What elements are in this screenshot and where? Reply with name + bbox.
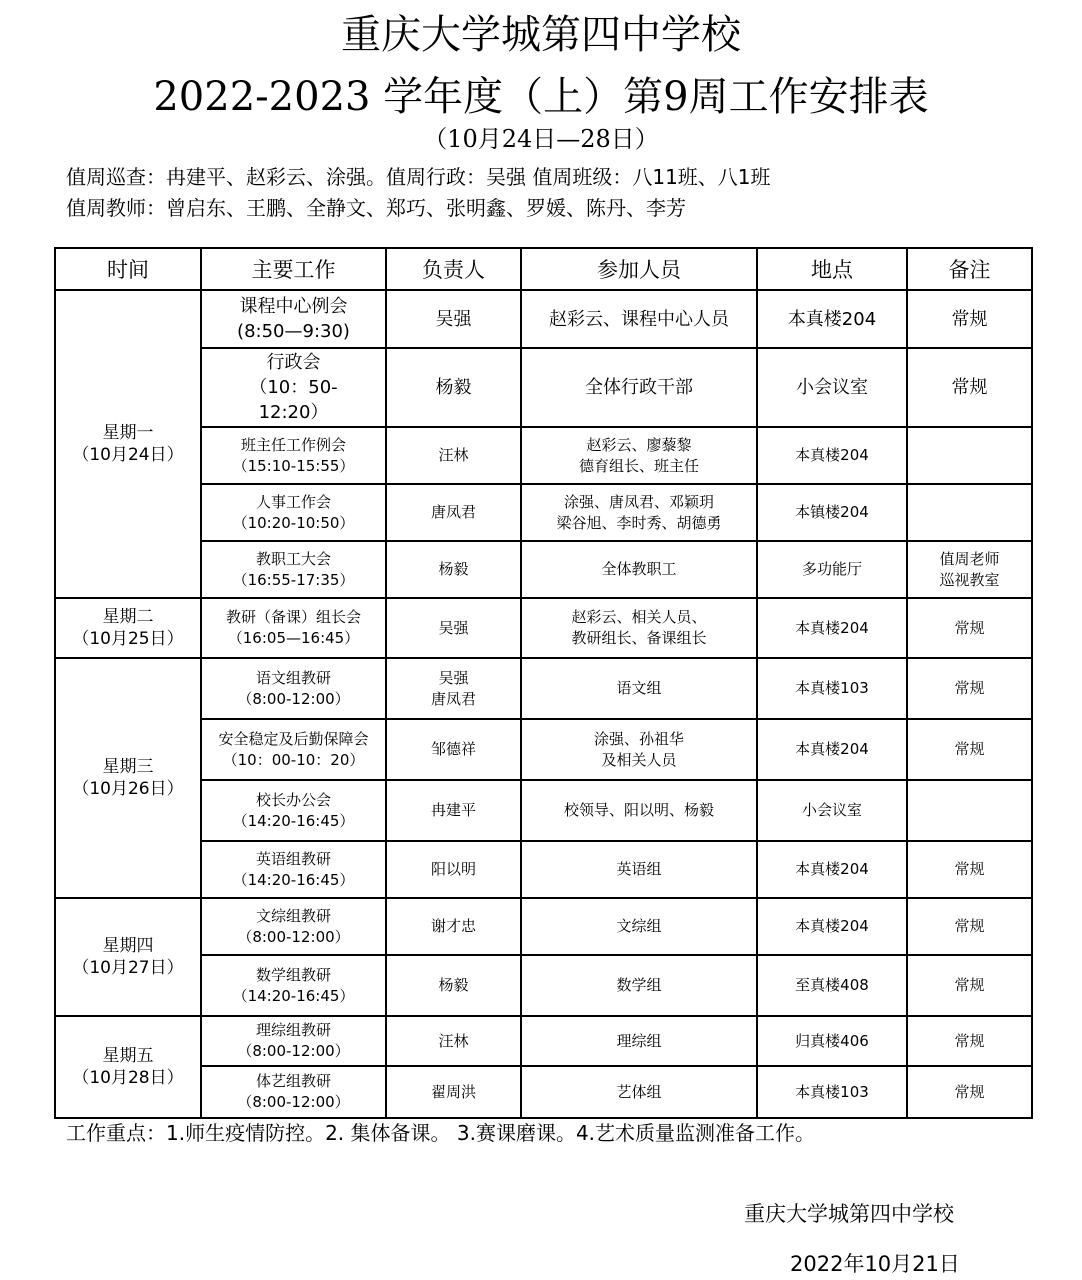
- lead-cell: 翟周洪: [386, 1066, 521, 1118]
- lead-cell: 吴强 唐凤君: [386, 658, 521, 719]
- header-work: 主要工作: [201, 248, 386, 290]
- work-cell: 数学组教研 （14:20-16:45）: [201, 955, 386, 1016]
- lead-cell: 邹德祥: [386, 719, 521, 780]
- members-cell: 赵彩云、相关人员、 教研组长、备课组长: [521, 598, 757, 658]
- day-date: （10月28日）: [72, 1068, 184, 1088]
- members-cell: 涂强、孙祖华 及相关人员: [521, 719, 757, 780]
- note-cell: 常规: [907, 898, 1032, 955]
- table-row: [55, 898, 1032, 955]
- work-cell: 人事工作会 （10:20-10:50）: [201, 484, 386, 541]
- table-row: [55, 427, 1032, 484]
- members-cell: 全体行政干部: [521, 348, 757, 427]
- place-cell: 本真楼103: [757, 658, 907, 719]
- work-cell: 文综组教研 （8:00-12:00）: [201, 898, 386, 955]
- work-cell: 语文组教研 （8:00-12:00）: [201, 658, 386, 719]
- lead-cell: 冉建平: [386, 780, 521, 841]
- lead-cell: 吴强: [386, 290, 521, 348]
- header-lead: 负责人: [386, 248, 521, 290]
- duty-inspection-line: 值周巡查：冉建平、赵彩云、涂强。值周行政：吴强 值周班级：八11班、八1班: [66, 165, 771, 189]
- work-cell: 课程中心例会 (8:50—9:30): [201, 290, 386, 348]
- work-cell: 行政会 （10：50- 12:20）: [201, 348, 386, 427]
- members-cell: 英语组: [521, 841, 757, 898]
- work-cell: 教职工大会 （16:55-17:35）: [201, 541, 386, 598]
- date-range: （10月24日—28日）: [423, 125, 659, 153]
- day-cell-wednesday: [55, 658, 201, 898]
- lead-cell: 吴强: [386, 598, 521, 658]
- day-cell-thursday: [55, 898, 201, 1016]
- place-cell: 多功能厅: [757, 541, 907, 598]
- school-title: 重庆大学城第四中学校: [341, 12, 741, 58]
- note-cell: 值周老师 巡视教室: [907, 541, 1032, 598]
- header-note: 备注: [907, 248, 1032, 290]
- day-name: 星期二: [102, 607, 154, 627]
- work-cell: 理综组教研 （8:00-12:00）: [201, 1016, 386, 1066]
- day-date: （10月26日）: [72, 779, 184, 799]
- members-cell: 理综组: [521, 1016, 757, 1066]
- note-cell: 常规: [907, 1066, 1032, 1118]
- place-cell: 小会议室: [757, 780, 907, 841]
- issue-date: 2022年10月21日: [790, 1252, 960, 1276]
- place-cell: 本镇楼204: [757, 484, 907, 541]
- place-cell: 小会议室: [757, 348, 907, 427]
- day-date: （10月24日）: [72, 445, 184, 465]
- work-cell: 班主任工作例会 （15:10-15:55）: [201, 427, 386, 484]
- note-cell: [907, 427, 1032, 484]
- day-name: 星期三: [102, 757, 154, 777]
- lead-cell: 杨毅: [386, 348, 521, 427]
- table-row: [55, 1016, 1032, 1066]
- place-cell: 本真楼204: [757, 841, 907, 898]
- table-row: [55, 348, 1032, 427]
- schedule-table: [54, 247, 1033, 1119]
- day-cell-tuesday: [55, 598, 201, 658]
- note-cell: 常规: [907, 841, 1032, 898]
- header-time: 时间: [55, 248, 201, 290]
- work-focus: 工作重点：1.师生疫情防控。2. 集体备课。 3.赛课磨课。4.艺术质量监测准备工作。: [66, 1121, 816, 1145]
- table-row: [55, 1066, 1032, 1118]
- note-cell: [907, 780, 1032, 841]
- table-row: [55, 841, 1032, 898]
- work-cell: 安全稳定及后勤保障会 （10：00-10：20）: [201, 719, 386, 780]
- day-date: （10月27日）: [72, 958, 184, 978]
- lead-cell: 谢才忠: [386, 898, 521, 955]
- day-date: （10月25日）: [72, 629, 184, 649]
- place-cell: 本真楼204: [757, 290, 907, 348]
- header-members: 参加人员: [521, 248, 757, 290]
- table-row: [55, 955, 1032, 1016]
- work-cell: 英语组教研 （14:20-16:45）: [201, 841, 386, 898]
- note-cell: 常规: [907, 658, 1032, 719]
- note-cell: 常规: [907, 598, 1032, 658]
- members-cell: 赵彩云、廖藜黎 德育组长、班主任: [521, 427, 757, 484]
- day-cell-monday: [55, 290, 201, 598]
- place-cell: 至真楼408: [757, 955, 907, 1016]
- note-cell: 常规: [907, 955, 1032, 1016]
- lead-cell: 杨毅: [386, 541, 521, 598]
- table-row: [55, 290, 1032, 348]
- lead-cell: 汪林: [386, 1016, 521, 1066]
- members-cell: 校领导、阳以明、杨毅: [521, 780, 757, 841]
- work-cell: 体艺组教研 （8:00-12:00）: [201, 1066, 386, 1118]
- table-row: [55, 658, 1032, 719]
- table-row: [55, 598, 1032, 658]
- day-name: 星期四: [102, 936, 154, 956]
- table-row: [55, 484, 1032, 541]
- lead-cell: 唐凤君: [386, 484, 521, 541]
- place-cell: 本真楼204: [757, 898, 907, 955]
- members-cell: 文综组: [521, 898, 757, 955]
- members-cell: 艺体组: [521, 1066, 757, 1118]
- members-cell: 数学组: [521, 955, 757, 1016]
- place-cell: 本真楼204: [757, 427, 907, 484]
- day-name: 星期一: [102, 423, 154, 443]
- lead-cell: 杨毅: [386, 955, 521, 1016]
- work-cell: 校长办公会 （14:20-16:45）: [201, 780, 386, 841]
- note-cell: 常规: [907, 348, 1032, 427]
- place-cell: 本真楼103: [757, 1066, 907, 1118]
- signature: 重庆大学城第四中学校: [744, 1202, 954, 1226]
- table-row: [55, 780, 1032, 841]
- note-cell: [907, 484, 1032, 541]
- note-cell: 常规: [907, 1016, 1032, 1066]
- header-place: 地点: [757, 248, 907, 290]
- work-cell: 教研（备课）组长会 （16:05—16:45）: [201, 598, 386, 658]
- day-cell-friday: [55, 1016, 201, 1118]
- table-row: [55, 719, 1032, 780]
- schedule-title: 2022-2023 学年度（上）第9周工作安排表: [153, 74, 929, 120]
- table-row: [55, 541, 1032, 598]
- place-cell: 本真楼204: [757, 719, 907, 780]
- members-cell: 全体教职工: [521, 541, 757, 598]
- members-cell: 赵彩云、课程中心人员: [521, 290, 757, 348]
- table-header-row: [55, 248, 1032, 290]
- note-cell: 常规: [907, 719, 1032, 780]
- lead-cell: 阳以明: [386, 841, 521, 898]
- place-cell: 归真楼406: [757, 1016, 907, 1066]
- duty-teachers-line: 值周教师：曾启东、王鹏、全静文、郑巧、张明鑫、罗媛、陈丹、李芳: [66, 196, 686, 220]
- lead-cell: 汪林: [386, 427, 521, 484]
- day-name: 星期五: [102, 1046, 154, 1066]
- members-cell: 语文组: [521, 658, 757, 719]
- members-cell: 涂强、唐凤君、邓颖玥 梁谷旭、李时秀、胡德勇: [521, 484, 757, 541]
- note-cell: 常规: [907, 290, 1032, 348]
- place-cell: 本真楼204: [757, 598, 907, 658]
